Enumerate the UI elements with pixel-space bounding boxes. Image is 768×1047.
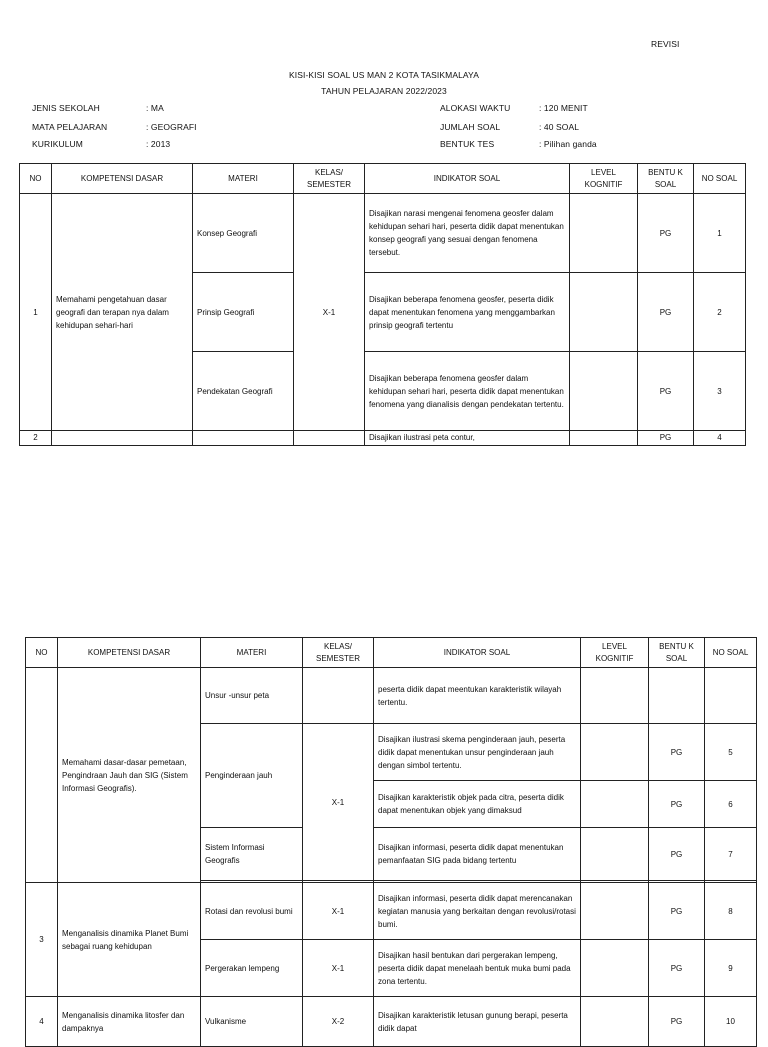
column-header: BENTU K SOAL: [649, 638, 705, 668]
indikator-soal: Disajikan karakteristik letusan gunung berapi, peserta didik dapat: [374, 997, 581, 1047]
indikator-soal: Disajikan ilustrasi skema penginderaan jauh, peserta didik dapat menentukan unsur penginderaan jauh dengan simbol tertentu.: [374, 724, 581, 781]
materi: Rotasi dan revolusi bumi: [201, 883, 303, 940]
info-value: : GEOGRAFI: [146, 122, 197, 132]
bentuk-soal: PG: [649, 940, 705, 997]
column-header: INDIKATOR SOAL: [365, 164, 570, 194]
kd-number: 4: [26, 997, 58, 1047]
kd-number: 3: [26, 883, 58, 997]
bentuk-soal: PG: [649, 883, 705, 940]
column-header: KELAS/ SEMESTER: [294, 164, 365, 194]
level-kognitif: [581, 940, 649, 997]
kelas-semester: X-1: [294, 194, 365, 431]
kd-number: 2: [20, 431, 52, 446]
column-header: LEVEL KOGNITIF: [570, 164, 638, 194]
info-label: JUMLAH SOAL: [440, 122, 501, 132]
level-kognitif: [570, 431, 638, 446]
kd-number: 1: [20, 194, 52, 431]
materi: Pergerakan lempeng: [201, 940, 303, 997]
table-row: [20, 431, 746, 446]
materi: Prinsip Geografi: [193, 273, 294, 352]
table-header-row: [20, 164, 746, 194]
info-value: : Pilihan ganda: [539, 139, 597, 149]
materi: [193, 431, 294, 446]
indikator-soal: Disajikan narasi mengenai fenomena geosfer dalam kehidupan sehari hari, peserta didik dapat menentukan konsep geografi yang sesuai dengan fenomena tersebut.: [365, 194, 570, 273]
info-label: JENIS SEKOLAH: [32, 103, 100, 113]
level-kognitif: [581, 997, 649, 1047]
bentuk-soal: PG: [649, 997, 705, 1047]
column-header: KOMPETENSI DASAR: [58, 638, 201, 668]
column-header: NO: [20, 164, 52, 194]
level-kognitif: [581, 724, 649, 781]
info-label: ALOKASI WAKTU: [440, 103, 511, 113]
kompetensi-dasar: Menganalisis dinamika Planet Bumi sebagai ruang kehidupan: [58, 883, 201, 997]
bentuk-soal: PG: [638, 352, 694, 431]
materi: Sistem Informasi Geografis: [201, 828, 303, 881]
bentuk-soal: PG: [638, 431, 694, 446]
indikator-soal: Disajikan beberapa fenomena geosfer dalam kehidupan sehari hari, peserta didik dapat menentukan fenomena yang dianalisis dengan pendekatan tertentu.: [365, 352, 570, 431]
bentuk-soal: PG: [638, 194, 694, 273]
table-row: [26, 668, 757, 724]
document-title: KISI-KISI SOAL US MAN 2 KOTA TASIKMALAYA: [289, 70, 479, 80]
kelas-semester: X-1: [303, 724, 374, 881]
info-value: : MA: [146, 103, 164, 113]
info-label: MATA PELAJARAN: [32, 122, 108, 132]
kelas-semester: X-1: [303, 883, 374, 940]
no-soal: 9: [705, 940, 757, 997]
kompetensi-dasar: Memahami pengetahuan dasar geografi dan terapan nya dalam kehidupan sehari-hari: [52, 194, 193, 431]
info-label: KURIKULUM: [32, 139, 83, 149]
no-soal: 7: [705, 828, 757, 881]
kelas-semester: [303, 668, 374, 724]
no-soal: 3: [694, 352, 746, 431]
table-row: [26, 997, 757, 1047]
info-value: : 2013: [146, 139, 171, 149]
level-kognitif: [581, 668, 649, 724]
no-soal: 2: [694, 273, 746, 352]
academic-year: TAHUN PELAJARAN 2022/2023: [321, 86, 447, 96]
column-header: NO SOAL: [705, 638, 757, 668]
no-soal: 8: [705, 883, 757, 940]
kompetensi-dasar: [52, 431, 193, 446]
bentuk-soal: PG: [638, 273, 694, 352]
column-header: NO: [26, 638, 58, 668]
table-row: [20, 194, 746, 273]
indikator-soal: Disajikan beberapa fenomena geosfer, peserta didik dapat menentukan fenomena yang menggambarkan prinsip geografi tertentu: [365, 273, 570, 352]
materi: Pendekatan Geografi: [193, 352, 294, 431]
column-header: LEVEL KOGNITIF: [581, 638, 649, 668]
level-kognitif: [570, 194, 638, 273]
indikator-soal: peserta didik dapat meentukan karakteristik wilayah tertentu.: [374, 668, 581, 724]
column-header: INDIKATOR SOAL: [374, 638, 581, 668]
bentuk-soal: PG: [649, 724, 705, 781]
level-kognitif: [570, 273, 638, 352]
column-header: MATERI: [201, 638, 303, 668]
kompetensi-dasar: Menganalisis dinamika litosfer dan dampaknya: [58, 997, 201, 1047]
kisi-table-page2: [25, 637, 757, 1047]
no-soal: [705, 668, 757, 724]
kelas-semester: X-1: [303, 940, 374, 997]
level-kognitif: [581, 883, 649, 940]
level-kognitif: [581, 828, 649, 881]
kelas-semester: X-2: [303, 997, 374, 1047]
no-soal: 6: [705, 781, 757, 828]
kd-number: [26, 668, 58, 883]
level-kognitif: [570, 352, 638, 431]
level-kognitif: [581, 781, 649, 828]
materi: Konsep Geografi: [193, 194, 294, 273]
indikator-soal: Disajikan hasil bentukan dari pergerakan lempeng, peserta didik dapat menelaah bentuk muka bumi pada zona tertentu.: [374, 940, 581, 997]
column-header: BENTU K SOAL: [638, 164, 694, 194]
materi: Unsur -unsur peta: [201, 668, 303, 724]
column-header: NO SOAL: [694, 164, 746, 194]
column-header: KOMPETENSI DASAR: [52, 164, 193, 194]
no-soal: 10: [705, 997, 757, 1047]
no-soal: 1: [694, 194, 746, 273]
kelas-semester: [294, 431, 365, 446]
no-soal: 5: [705, 724, 757, 781]
indikator-soal: Disajikan karakteristik objek pada citra, peserta didik dapat menentukan objek yang dimaksud: [374, 781, 581, 828]
indikator-soal: Disajikan informasi, peserta didik dapat merencanakan kegiatan manusia yang berkaitan dengan revolusi/rotasi bumi.: [374, 883, 581, 940]
indikator-soal: Disajikan informasi, peserta didik dapat menentukan pemanfaatan SIG pada bidang tertentu: [374, 828, 581, 881]
column-header: KELAS/ SEMESTER: [303, 638, 374, 668]
materi: Penginderaan jauh: [201, 724, 303, 828]
table-row: [26, 883, 757, 940]
bentuk-soal: PG: [649, 781, 705, 828]
indikator-soal: Disajikan ilustrasi peta contur,: [365, 431, 570, 446]
kompetensi-dasar: Memahami dasar-dasar pemetaan, Pengindraan Jauh dan SIG (Sistem Informasi Geografis).: [58, 668, 201, 883]
info-value: : 120 MENIT: [539, 103, 588, 113]
info-value: : 40 SOAL: [539, 122, 580, 132]
info-label: BENTUK TES: [440, 139, 495, 149]
kisi-table-page1: [19, 163, 746, 446]
bentuk-soal: PG: [649, 828, 705, 881]
no-soal: 4: [694, 431, 746, 446]
table-header-row: [26, 638, 757, 668]
column-header: MATERI: [193, 164, 294, 194]
revision-label: REVISI: [651, 39, 680, 49]
materi: Vulkanisme: [201, 997, 303, 1047]
bentuk-soal: [649, 668, 705, 724]
